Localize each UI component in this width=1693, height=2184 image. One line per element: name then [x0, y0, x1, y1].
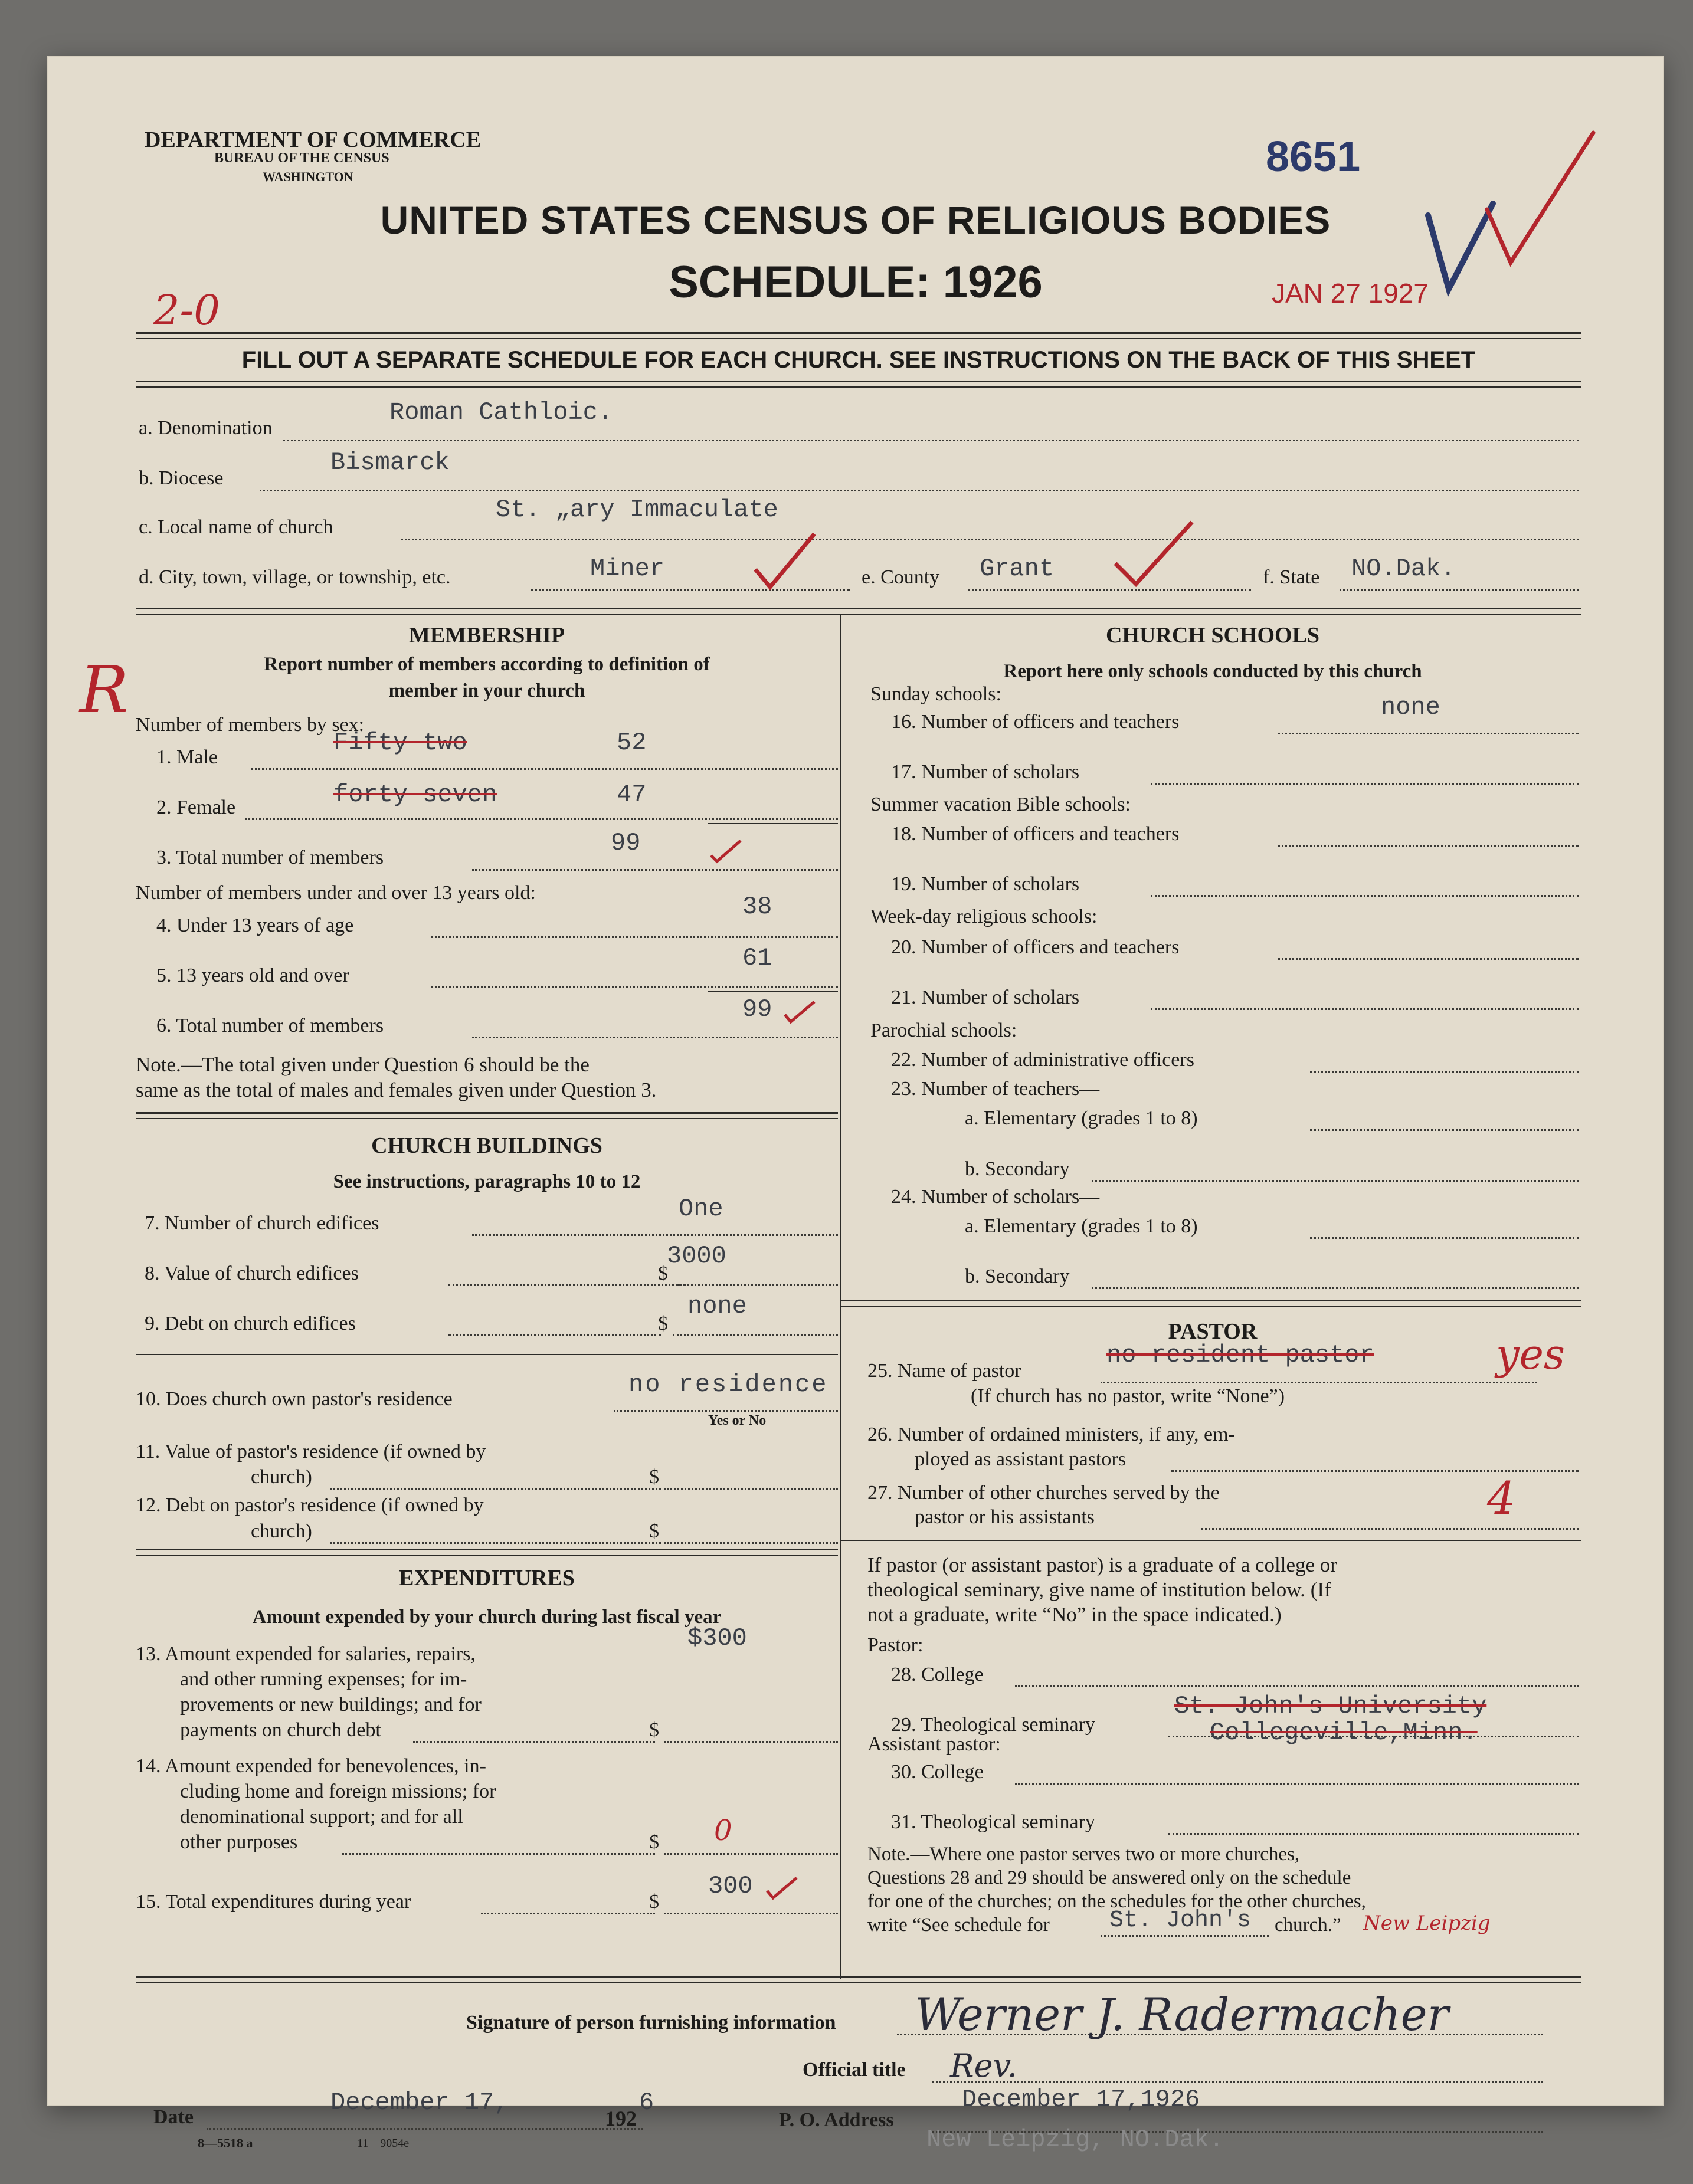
benevolences-value: 0: [714, 1814, 732, 1847]
members-by-age-label: Number of members under and over 13 years old:: [136, 882, 536, 904]
pastor-heading: PASTOR: [1168, 1319, 1258, 1344]
city-value: Miner: [590, 555, 665, 583]
benevolences-label-2: cluding home and foreign missions; for: [180, 1780, 496, 1802]
residence-debt-label-2: church): [251, 1520, 312, 1542]
female-label: 2. Female: [156, 796, 236, 818]
benevolences-label-3: denominational support; and for all: [180, 1806, 463, 1828]
po-address-value-2: New Leipzig, NO.Dak.: [926, 2126, 1224, 2154]
dollar-sign: $: [658, 1262, 668, 1284]
ordained-ministers-label-2: ployed as assistant pastors: [915, 1448, 1126, 1470]
buildings-subheading: See instructions, paragraphs 10 to 12: [333, 1171, 641, 1192]
running-expenses-value: $300: [687, 1624, 747, 1652]
weekday-scholars-label: 21. Number of scholars: [891, 986, 1080, 1008]
po-address-label: P. O. Address: [779, 2109, 894, 2131]
state-label: f. State: [1263, 566, 1320, 588]
pastor-note-4: write “See schedule for: [867, 1914, 1050, 1936]
handwritten-code: 2-0: [153, 286, 220, 335]
church-edifices-label: 7. Number of church edifices: [145, 1212, 379, 1234]
dollar-sign: $: [649, 1520, 659, 1542]
see-schedule-value: St. John's: [1109, 1907, 1252, 1934]
teachers-secondary-label: b. Secondary: [965, 1158, 1070, 1180]
margin-mark: R: [80, 652, 129, 727]
membership-note-2: same as the total of males and females given under Question 3.: [136, 1078, 657, 1101]
other-churches-value: 4: [1487, 1472, 1516, 1524]
summer-officers-label: 18. Number of officers and teachers: [891, 823, 1180, 845]
ordained-ministers-label: 26. Number of ordained ministers, if any, em-: [867, 1424, 1235, 1445]
total-members-label: 3. Total number of members: [156, 847, 384, 868]
benevolences-label: 14. Amount expended for benevolences, in-: [136, 1755, 486, 1777]
total-members-q6-label: 6. Total number of members: [156, 1015, 384, 1037]
running-expenses-label: 13. Amount expended for salaries, repairs,: [136, 1643, 476, 1665]
print-number: 11—9054e: [357, 2137, 410, 2150]
male-words: Fifty two: [333, 729, 467, 757]
pastor-note-church: church.”: [1275, 1914, 1341, 1936]
assistant-seminary-label: 31. Theological seminary: [891, 1811, 1095, 1833]
pastor-name-hint: (If church has no pastor, write “None”): [971, 1385, 1285, 1407]
city-label: d. City, town, village, or township, etc.: [139, 566, 451, 588]
sunday-officers-value: none: [1381, 693, 1440, 722]
buildings-heading: CHURCH BUILDINGS: [371, 1133, 602, 1158]
church-edifices-count: One: [679, 1195, 723, 1223]
parochial-schools-label: Parochial schools:: [870, 1019, 1017, 1041]
diocese-value: Bismarck: [330, 448, 450, 477]
teachers-elementary-label: a. Elementary (grades 1 to 8): [965, 1107, 1198, 1129]
separate-schedule-instruction: FILL OUT A SEPARATE SCHEDULE FOR EACH CHURCH. SEE INSTRUCTIONS ON THE BACK OF THIS SHEET: [241, 347, 1476, 373]
edifice-debt: none: [687, 1292, 747, 1320]
edifice-debt-label: 9. Debt on church edifices: [145, 1313, 356, 1334]
other-churches-label-2: pastor or his assistants: [915, 1506, 1095, 1528]
year-suffix: 6: [639, 2088, 654, 2117]
total-members-q6: 99: [742, 995, 772, 1024]
denomination-label: a. Denomination: [139, 417, 273, 439]
po-address-value: December 17,1926: [962, 2085, 1200, 2114]
sunday-scholars-label: 17. Number of scholars: [891, 761, 1080, 783]
membership-heading: MEMBERSHIP: [409, 623, 565, 648]
edifice-value: 3000: [667, 1242, 726, 1270]
total-expenditures-label: 15. Total expenditures during year: [136, 1891, 411, 1913]
dollar-sign: $: [649, 1719, 659, 1741]
dollar-sign: $: [649, 1891, 659, 1913]
scholars-label: 24. Number of scholars—: [891, 1186, 1100, 1208]
signature: Werner J. Radermacher: [915, 1988, 1449, 2041]
form-title: UNITED STATES CENSUS OF RELIGIOUS BODIES: [380, 198, 1331, 242]
red-check-icon: [1109, 516, 1198, 593]
pastor-seminary-value: St. John's University: [1174, 1692, 1487, 1720]
residence-value-label: 11. Value of pastor's residence (if owned by: [136, 1441, 486, 1462]
administrative-officers-label: 22. Number of administrative officers: [891, 1049, 1194, 1071]
under-13-label: 4. Under 13 years of age: [156, 914, 354, 936]
membership-note: Note.—The total given under Question 6 should be the: [136, 1053, 590, 1076]
pastor-college-label: 28. College: [891, 1664, 984, 1685]
total-expenditures-value: 300: [708, 1872, 753, 1900]
red-check-icon: [749, 528, 820, 593]
summer-scholars-label: 19. Number of scholars: [891, 873, 1080, 895]
sunday-officers-label: 16. Number of officers and teachers: [891, 711, 1180, 733]
local-church-name-label: c. Local name of church: [139, 516, 333, 538]
running-expenses-label-2: and other running expenses; for im-: [180, 1668, 467, 1690]
form-number: 8—5518 a: [198, 2136, 253, 2150]
red-check-icon: [782, 997, 817, 1027]
denomination-value: Roman Cathloic.: [389, 398, 613, 427]
official-title-label: Official title: [803, 2059, 906, 2081]
owns-residence-value: no residence: [628, 1370, 829, 1399]
pastor-name-label: 25. Name of pastor: [867, 1360, 1021, 1382]
residence-debt-label: 12. Debt on pastor's residence (if owned by: [136, 1494, 484, 1516]
weekday-officers-label: 20. Number of officers and teachers: [891, 936, 1180, 958]
scholars-elementary-label: a. Elementary (grades 1 to 8): [965, 1215, 1198, 1237]
female-count: 47: [617, 781, 647, 809]
residence-value-label-2: church): [251, 1466, 312, 1488]
pastor-note-3: for one of the churches; on the schedules for the other churches,: [867, 1891, 1366, 1912]
assistant-college-label: 30. College: [891, 1761, 984, 1783]
dept-heading: DEPARTMENT OF COMMERCE: [145, 127, 482, 152]
teachers-label: 23. Number of teachers—: [891, 1078, 1100, 1100]
edifice-value-label: 8. Value of church edifices: [145, 1262, 359, 1284]
received-date-stamp: JAN 27 1927: [1272, 278, 1429, 309]
scholars-secondary-label: b. Secondary: [965, 1265, 1070, 1287]
graduate-instruction-2: theological seminary, give name of institution below. (If: [867, 1578, 1331, 1601]
graduate-instruction-3: not a graduate, write “No” in the space indicated.): [867, 1603, 1282, 1626]
diocese-label: b. Diocese: [139, 467, 224, 489]
signature-label: Signature of person furnishing information: [466, 2012, 836, 2034]
dollar-sign: $: [649, 1831, 659, 1853]
official-title-value: Rev.: [950, 2047, 1017, 2084]
running-expenses-label-4: payments on church debt: [180, 1719, 381, 1741]
red-check-icon: [708, 835, 744, 864]
male-count: 52: [617, 729, 647, 757]
see-schedule-handwritten: New Leipzig: [1363, 1911, 1491, 1935]
weekday-schools-label: Week-day religious schools:: [870, 906, 1098, 927]
state-value: NO.Dak.: [1351, 555, 1456, 583]
pastor-note: Note.—Where one pastor serves two or more churches,: [867, 1844, 1300, 1865]
date-label: Date: [153, 2106, 194, 2128]
schedule-number: 8651: [1266, 133, 1361, 181]
pastor-seminary-location: Collegeville,Minn.: [1210, 1719, 1478, 1747]
pastor-name-handwritten: yes: [1496, 1330, 1565, 1379]
pastor-note-2: Questions 28 and 29 should be answered only on the schedule: [867, 1867, 1351, 1888]
other-churches-label: 27. Number of other churches served by the: [867, 1482, 1220, 1504]
local-church-name-value: St. „ary Immaculate: [496, 496, 778, 524]
members-by-sex-label: Number of members by sex:: [136, 714, 365, 736]
yes-no-hint: Yes or No: [708, 1413, 767, 1428]
benevolences-label-4: other purposes: [180, 1831, 298, 1853]
schools-heading: CHURCH SCHOOLS: [1105, 623, 1320, 648]
assistant-pastor-subheading: Assistant pastor:: [867, 1733, 1001, 1755]
pastor-name-value: no resident pastor: [1106, 1341, 1374, 1369]
check-mark-icon: [1404, 91, 1629, 304]
graduate-instruction: If pastor (or assistant pastor) is a graduate of a college or: [867, 1553, 1337, 1576]
female-words: forty seven: [333, 781, 497, 809]
county-label: e. County: [862, 566, 940, 588]
total-members-q3: 99: [611, 829, 641, 857]
summer-schools-label: Summer vacation Bible schools:: [870, 793, 1131, 815]
membership-intro: Report number of members according to definition of: [264, 654, 710, 675]
membership-intro-2: member in your church: [388, 680, 585, 701]
male-label: 1. Male: [156, 746, 218, 768]
dollar-sign: $: [658, 1313, 668, 1334]
sunday-schools-label: Sunday schools:: [870, 683, 1001, 705]
pastor-subheading: Pastor:: [867, 1634, 924, 1656]
running-expenses-label-3: provements or new buildings; and for: [180, 1694, 482, 1716]
under-13-count: 38: [742, 893, 772, 921]
red-check-icon: [764, 1873, 800, 1903]
census-schedule-sheet: [47, 56, 1664, 2154]
over-13-count: 61: [742, 944, 772, 972]
expenditures-heading: EXPENDITURES: [399, 1566, 575, 1591]
owns-residence-label: 10. Does church own pastor's residence: [136, 1388, 453, 1410]
county-value: Grant: [980, 555, 1055, 583]
date-value: December 17,: [330, 2088, 509, 2117]
schools-subheading: Report here only schools conducted by this church: [1003, 661, 1422, 682]
over-13-label: 5. 13 years old and over: [156, 965, 349, 986]
form-subtitle: SCHEDULE: 1926: [669, 257, 1043, 307]
bureau-heading: BUREAU OF THE CENSUS: [214, 150, 389, 166]
pastor-seminary-label: 29. Theological seminary: [891, 1714, 1095, 1736]
washington-heading: WASHINGTON: [263, 169, 353, 184]
expenditures-subheading: Amount expended by your church during last fiscal year: [252, 1606, 722, 1628]
dollar-sign: $: [649, 1466, 659, 1488]
year-prefix: 192: [605, 2107, 637, 2130]
